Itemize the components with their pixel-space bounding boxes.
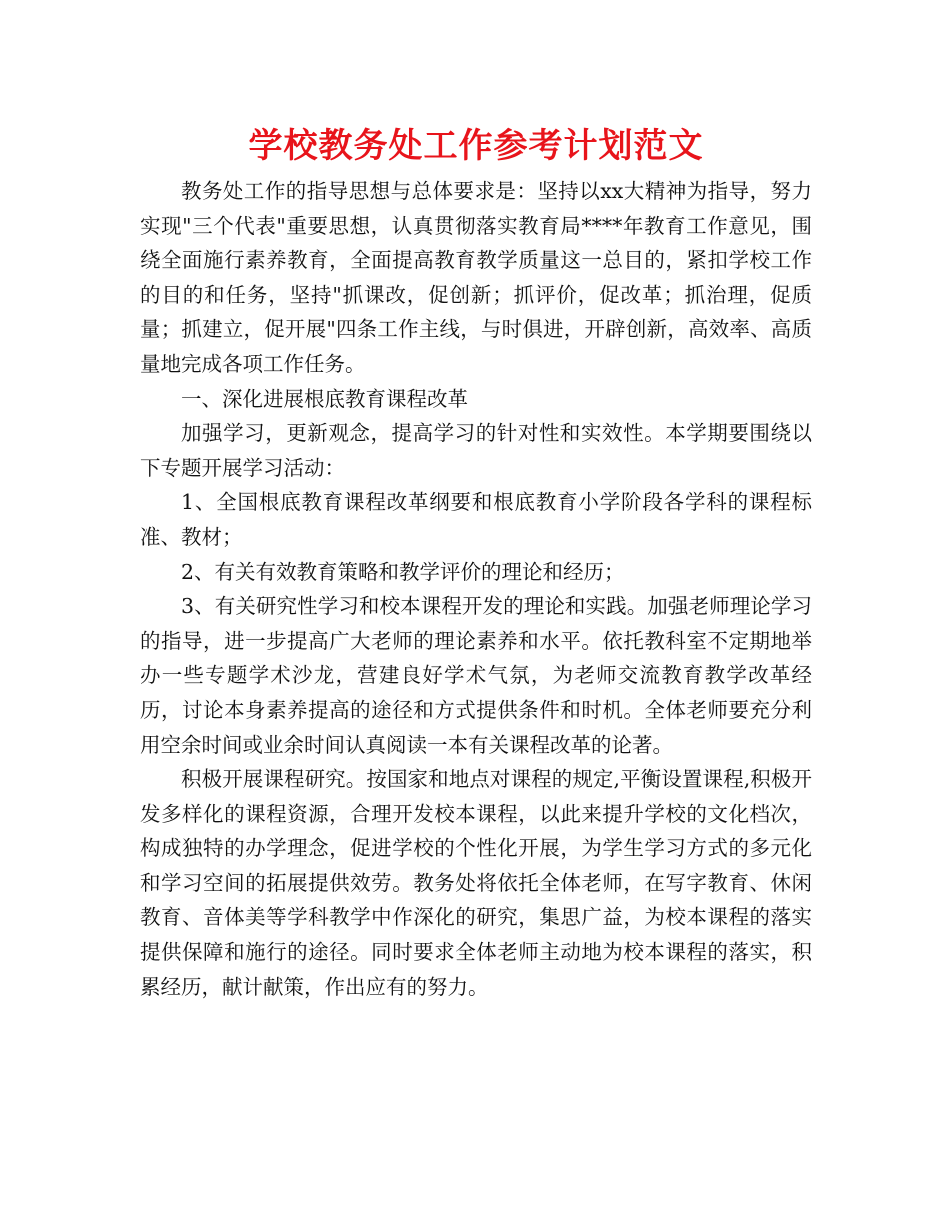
document-page bbox=[140, 118, 812, 1004]
list-item-1: 1、全国根底教育课程改革纲要和根底教育小学阶段各学科的课程标准、教材； bbox=[140, 490, 812, 549]
section-heading-1: 一、深化进展根底教育课程改革 bbox=[181, 386, 468, 411]
paragraph-study: 加强学习，更新观念，提高学习的针对性和实效性。本学期要围绕以下专题开展学习活动： bbox=[140, 421, 812, 480]
list-item-2: 2、有关有效教育策略和教学评价的理论和经历； bbox=[181, 559, 625, 584]
list-item-3: 3、有关研究性学习和校本课程开发的理论和实践。加强老师理论学习的指导，进一步提高广大老师的理论素养和水平。依托教科室不定期地举办一些专题学术沙龙，营建良好学术气氛，为老师交流教育教学改革经历，讨论本身素养提高的途径和方式提供条件和时机。全体老师要充分利用空余时间或业余时间认真阅读一本有关课程改革的论著。 bbox=[140, 594, 812, 757]
paragraph-curriculum-research: 积极开展课程研究。按国家和地点对课程的规定,平衡设置课程,积极开发多样化的课程资源，合理开发校本课程，以此来提升学校的文化档次，构成独特的办学理念，促进学校的个性化开展，为学生学习方式的多元化和学习空间的拓展提供效劳。教务处将依托全体老师，在写字教育、休闲教育、音体美等学科教学中作深化的研究，集思广益，为校本课程的落实提供保障和施行的途径。同时要求全体老师主动地为校本课程的落实，积累经历，献计献策，作出应有的努力。 bbox=[140, 767, 812, 999]
paragraph-guiding-principles: 教务处工作的指导思想与总体要求是：坚持以xx大精神为指导，努力实现"三个代表"重要思想，认真贯彻落实教育局****年教育工作意见，围绕全面施行素养教育，全面提高教育教学质量这一总目的，紧扣学校工作的目的和任务，坚持"抓课改，促创新；抓评价，促改革；抓治理，促质量；抓建立，促开展"四条工作主线，与时俱进，开辟创新，高效率、高质量地完成各项工作任务。 bbox=[140, 179, 812, 376]
document-title: 学校教务处工作参考计划范文 bbox=[248, 126, 704, 166]
